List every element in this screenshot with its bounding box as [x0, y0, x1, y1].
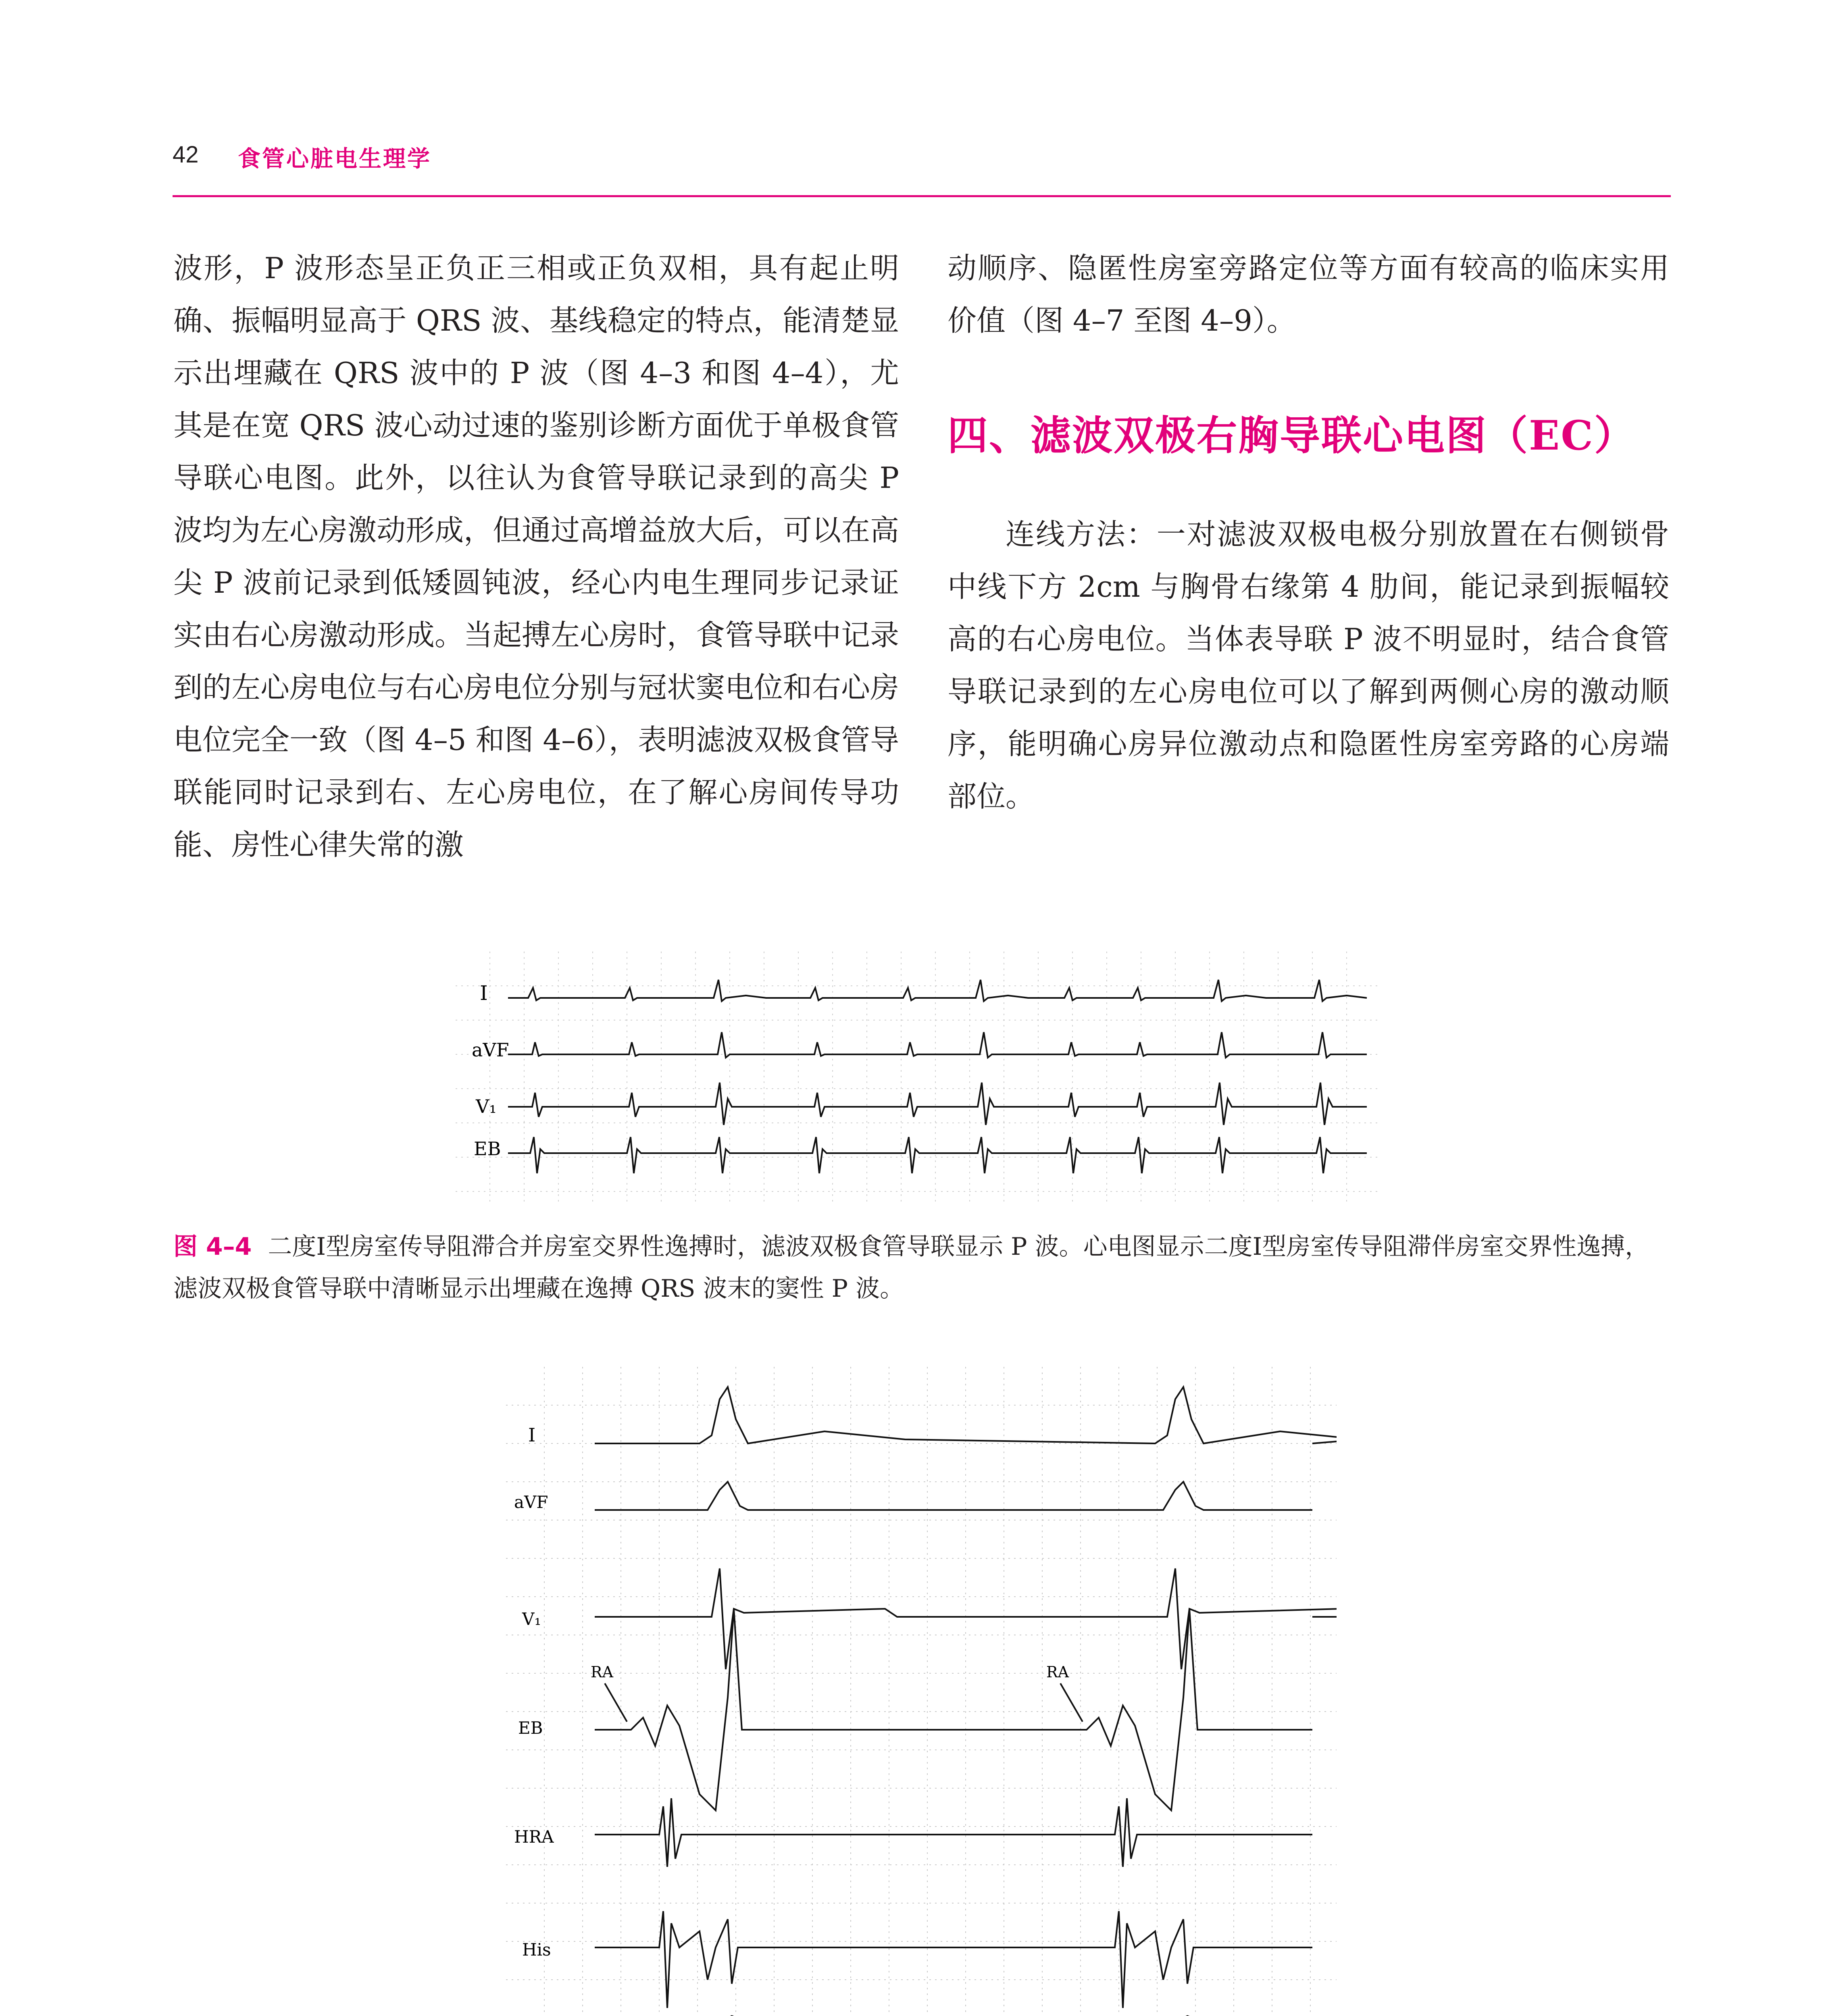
- figure-4-4-label: 图 4–4: [173, 1233, 252, 1261]
- lead-label-HRA: HRA: [514, 1827, 554, 1847]
- lead-label-I: I: [480, 981, 488, 1005]
- body-text-left-column: 波形，P 波形态呈正负正三相或正负双相，具有起止明确、振幅明显高于 QRS 波、基线稳定的特点，能清楚显示出埋藏在 QRS 波中的 P 波（图 4–3 和图 4–4），尤其是在宽 QRS 波心动过速的鉴别诊断方面优于单极食管导联心电图。此外，以往认为食管导联记录到的高尖 P 波均为左心房激动形成，但通过高增益放大后，可以在高尖 P 波前记录到低矮圆钝波，经心内电生理同步记录证实由右心房激动形成。当起搏左心房时，食管导联中记录到的左心房电位与右心房电位分别与冠状窦电位和右心房电位完全一致（图 4–5 和图 4–6），表明滤波双极食管导联能同时记录到右、左心房电位，在了解心房间传导功能、房性心律失常的激: [173, 251, 900, 862]
- lead-label-I: I: [528, 1424, 536, 1446]
- lead-label-V1: V₁: [522, 1609, 541, 1629]
- lead-label-His: His: [522, 1940, 551, 1960]
- body-text-right-continuation: 动顺序、隐匿性房室旁路定位等方面有较高的临床实用价值（图 4–7 至图 4–9）。: [947, 251, 1669, 337]
- figure-4-4-ecg: [456, 952, 1381, 1202]
- lead-label-aVF: aVF: [514, 1492, 548, 1512]
- header-divider: [173, 195, 1671, 197]
- figure-4-5-svg: [506, 1367, 1337, 2016]
- ra-annotation-1: RA: [591, 1663, 614, 1681]
- lead-label-EB: EB: [518, 1718, 543, 1738]
- figure-4-4-caption-text: 二度Ⅰ型房室传导阻滞合并房室交界性逸搏时，滤波双极食管导联显示 P 波。心电图显示二度Ⅰ型房室传导阻滞伴房室交界性逸搏，滤波双极食管导联中清晰显示出埋藏在逸搏 QRS 波末的窦性 P 波。: [173, 1233, 1649, 1303]
- lead-label-EB: EB: [474, 1138, 501, 1160]
- figure-4-4-caption: [173, 1226, 1669, 1310]
- lead-label-aVF: aVF: [472, 1039, 509, 1061]
- page-number: 42: [173, 142, 199, 168]
- running-head-title: 食管心脏电生理学: [238, 146, 431, 172]
- figure-4-4-svg: [456, 952, 1381, 1202]
- section-heading: 四、滤波双极右胸导联心电图（EC）: [947, 412, 1636, 459]
- lead-label-V1: V₁: [476, 1095, 497, 1117]
- body-text-right-column: 连线方法：一对滤波双极电极分别放置在右侧锁骨中线下方 2cm 与胸骨右缘第 4 肋间，能记录到振幅较高的右心房电位。当体表导联 P 波不明显时，结合食管导联记录到的左心房电位可以了解到两侧心房的激动顺序，能明确心房异位激动点和隐匿性房室旁路的心房端部位。: [947, 517, 1669, 813]
- ra-annotation-2: RA: [1046, 1663, 1069, 1681]
- figure-4-5-intracardiac: [506, 1367, 1337, 2016]
